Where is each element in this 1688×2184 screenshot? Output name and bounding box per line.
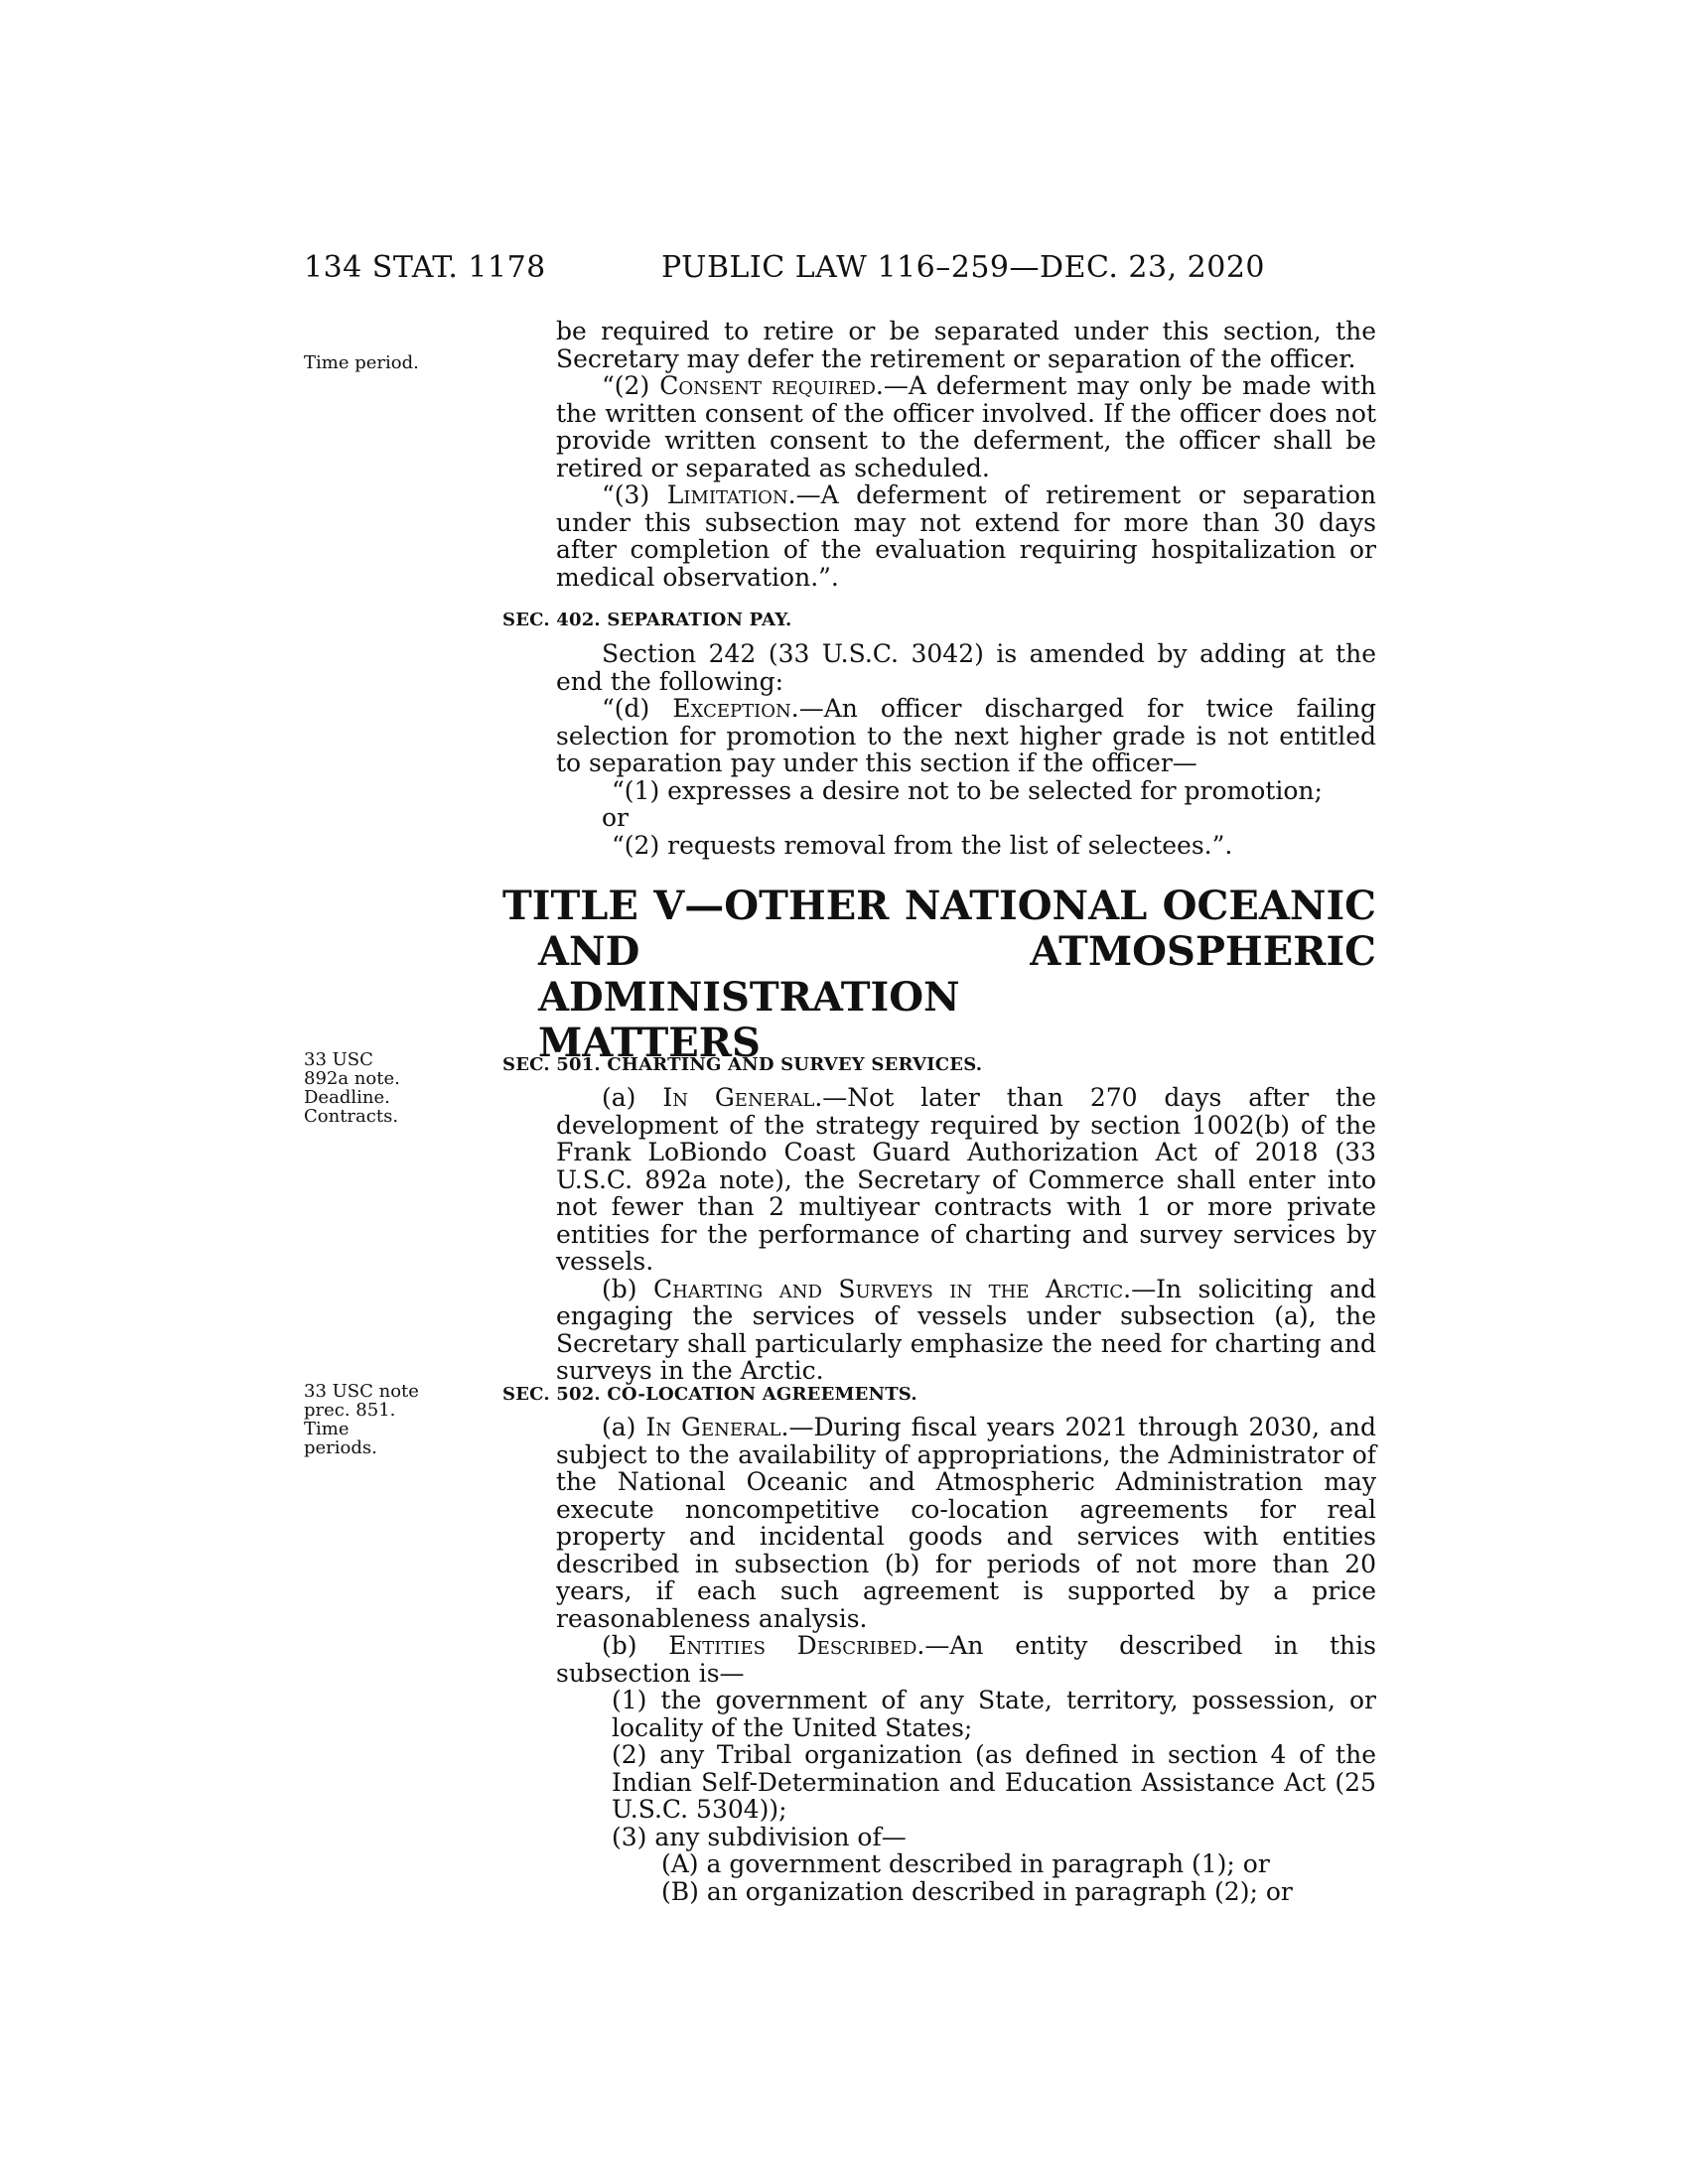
paragraph-entities-described [556, 1632, 1376, 1687]
public-law-citation: PUBLIC LAW 116–259—DEC. 23, 2020 [661, 250, 1266, 285]
paragraph-text: —A deferment may only be made with the written consent of the officer involved. If the officer does not provide written consent to the deferment, the officer shall be retired or separated as scheduled. [556, 371, 1377, 482]
paragraph-prefix: (a) [602, 1413, 646, 1441]
margin-note-prec-851: 33 USC note prec. 851. Time periods. [304, 1381, 419, 1458]
paragraph-prefix: “(d) [602, 694, 673, 723]
sub-list-item: (B) an organization described in paragraph (2); or [661, 1876, 1293, 1906]
paragraph-text: —During fiscal years 2021 through 2030, and subject to the availability of appropriations, the Administrator of the National Oceanic and Atmospheric Administration may execute noncompetitive co-location agreements for real property and incidental goods and services with entities described in subsection (b) for periods of not more than 20 years, if each such agreement is supported by a price reasonableness analysis. [556, 1413, 1376, 1633]
paragraph-heading: In General. [662, 1083, 823, 1112]
sub-list-item: (A) a government described in paragraph (1); or [661, 1849, 1270, 1878]
title-line: AND ATMOSPHERIC ADMINISTRATION [538, 928, 1376, 1021]
list-item: (2) any Tribal organization (as defined in section 4 of the Indian Self-Determination and Education Assistance Act (25 U.S.C. 5304)); [612, 1740, 1376, 1824]
paragraph-in-general [556, 1084, 1376, 1276]
paragraph-text: —In soliciting and engaging the services of vessels under subsection (a), the Secretary shall particularly emphasize the need for charting and surveys in the Arctic. [556, 1274, 1376, 1385]
statute-page-number: 134 STAT. 1178 [304, 250, 546, 285]
paragraph-consent-required [556, 372, 1376, 481]
paragraph-heading: Charting and Surveys in the Arctic. [652, 1274, 1132, 1303]
paragraph-exception [556, 695, 1376, 777]
list-item: (1) the government of any State, territory, possession, or locality of the United States; [612, 1686, 1376, 1742]
margin-note-892a: 33 USC 892a note. Deadline. Contracts. [304, 1049, 400, 1127]
paragraph-heading: Consent required. [659, 371, 884, 400]
paragraph-text: —Not later than 270 days after the development of the strategy required by section 1002(b) of the Frank LoBiondo Coast Guard Authorization Act of 2018 (33 U.S.C. 892a note), the Secretary of Commerce shall enter into not fewer than 2 multiyear contracts with 1 or more private entities for the performance of charting and survey services by vessels. [556, 1083, 1376, 1276]
paragraph-text: —An entity described in this subsection is— [556, 1631, 1376, 1688]
list-item: (3) any subdivision of— [612, 1822, 907, 1851]
paragraph-in-general [556, 1414, 1376, 1632]
paragraph-prefix: (a) [602, 1083, 663, 1112]
paragraph-text: —A deferment of retirement or separation under this subsection may not extend for more than 30 days after completion of the evaluation requiring hospitalization or medical observation.”. [556, 480, 1377, 592]
list-item: “(1) expresses a desire not to be selected for promotion; [612, 775, 1323, 805]
title-line: TITLE V—OTHER NATIONAL OCEANIC [502, 883, 1376, 929]
paragraph-heading: Exception. [672, 694, 799, 723]
title-line: MATTERS [538, 1020, 761, 1066]
section-502-heading: SEC. 502. CO-LOCATION AGREEMENTS. [502, 1384, 917, 1405]
paragraph-limitation [556, 481, 1376, 591]
section-402-heading: SEC. 402. SEPARATION PAY. [502, 610, 792, 630]
paragraph-prefix: (b) [602, 1274, 653, 1303]
paragraph-heading: In General. [645, 1413, 789, 1441]
paragraph-prefix: “(2) [602, 371, 660, 400]
section-502-body [556, 1414, 1376, 1905]
paragraph-prefix: (b) [602, 1631, 669, 1660]
section-401-continuation [556, 318, 1376, 591]
paragraph: Section 242 (33 U.S.C. 3042) is amended by adding at the end the following: [556, 639, 1376, 696]
section-501-body [556, 1084, 1376, 1385]
paragraph-prefix: “(3) [602, 480, 667, 509]
list-item: “(2) requests removal from the list of selectees.”. [612, 830, 1233, 860]
paragraph-heading: Limitation. [666, 480, 796, 509]
paragraph-arctic [556, 1276, 1376, 1385]
paragraph-heading: Entities Described. [668, 1631, 925, 1660]
section-402-body [556, 640, 1376, 859]
margin-note-time-period: Time period. [304, 352, 419, 373]
section-501-heading: SEC. 501. CHARTING AND SURVEY SERVICES. [502, 1054, 983, 1075]
paragraph-text: —An officer discharged for twice failing selection for promotion to the next higher grade is not entitled to separation pay under this section if the officer— [556, 694, 1376, 777]
list-item-or: or [602, 803, 630, 832]
title-v-heading [502, 884, 1376, 1066]
paragraph: be required to retire or be separated under this section, the Secretary may defer the retirement or separation of the officer. [556, 317, 1376, 373]
